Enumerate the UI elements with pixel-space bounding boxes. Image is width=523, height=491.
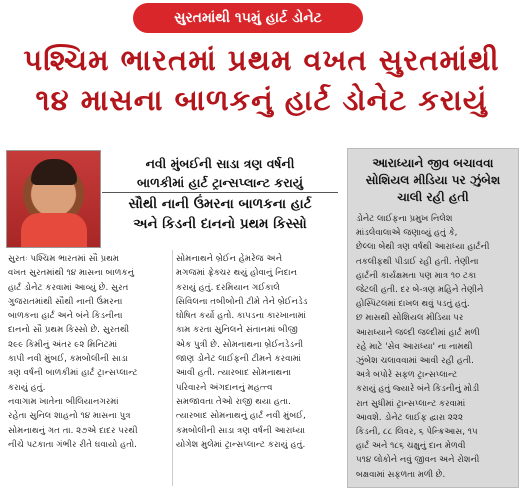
sidebar-line: અત્રે બપોરે સફળ ટ્રાન્સપ્લાન્ટ: [356, 370, 458, 381]
subhead-line-3: સૌથી નાની ઉંમરના બાળકના હાર્ટ: [128, 196, 312, 212]
col2-line: સમજાવતા તેઓ રાજી થયા હતા.: [176, 396, 291, 407]
col1-line: રહેતા સુનિલ શાહનો ૧૪ માસના પુત્ર: [8, 411, 131, 422]
sidebar-line: આરાધ્યાને જલ્દી જલ્દીમાં હાર્ટ મળી: [356, 327, 480, 338]
kicker-banner-wrap: [0, 0, 523, 36]
col1-line: બાળકના હાર્ટ અને બંને કિડનીના: [8, 311, 123, 322]
sidebar-line: છ માસથી સોશિયલ મીડિયા પર: [356, 313, 464, 324]
col1-line: નવાગામ ખાતેના બીલિયાનગરમાં: [8, 396, 119, 407]
sidebar-line: રહે માટે 'સેવ આરાધ્યા' ના નામથી: [356, 341, 473, 352]
kicker-banner: સુરતમાંથી ૧૫મું હાર્ટ ડોનેટ: [133, 3, 363, 33]
col2-line: મગજમાં ફ્રેક્ચર થયું હોવાનું નિદાન: [176, 268, 298, 279]
col2-line: પરિવારને અંગદાનનું મહત્ત્વ: [176, 382, 273, 393]
col2-line: સોમનાથને બ્રેઈન હેમરેજ અને: [176, 254, 283, 264]
col2-line: ઘોષિત કર્યો હતો. કાપડના કારખાનામાં: [176, 311, 306, 322]
headline: [6, 40, 517, 120]
sidebar-line: તકલીફથી પીડાઈ રહી હતી. તેણીના: [356, 256, 479, 267]
col1-line: સુરતઃ પશ્ચિમ ભારતમાં સૌ પ્રથમ: [8, 254, 120, 264]
sidebar-box: [347, 148, 519, 488]
headline-line-2: ૧૪ માસના બાળકનું હાર્ટ ડોનેટ કરાયું: [35, 83, 488, 117]
col2-line: યોગેશ મુલેમાં ટ્રાન્સપ્લાન્ટ કરાયું હતું.: [176, 439, 306, 450]
subheadline: [102, 154, 338, 234]
sidebar-line: હાર્ટની કાર્યક્ષમતા પણ માત્ર ૧૦ ટકા: [356, 270, 477, 281]
col1-line: ત્રણ વર્ષની બાળકીમાં હાર્ટ ટ્રાન્સપ્લાન્ટ: [8, 368, 138, 379]
sidebar-line: કરાયું હતું જ્યારે બંને કિડનીનું મોડી: [356, 384, 480, 395]
col1-line: કરાયું હતું.: [8, 382, 46, 393]
col1-line: સોમનાથનું ગત તા. ૨૭એ દાદર પરથી: [8, 425, 138, 436]
col2-line: સિવિલના તબીબોની ટીમે તેને બ્રેઈનડેડ: [176, 296, 308, 307]
sidebar-line: કિડની, ૮૮ લિવર, ૬ પેન્ક્રિઆસ, ૧૫: [356, 427, 478, 438]
col2-line: ત્યારબાદ સોમનાથનું હાર્ટ નવી મુંબઈ,: [176, 411, 306, 422]
photo-hair: [31, 159, 77, 185]
column-divider: [172, 250, 173, 486]
sidebar-line: માંડલેવાલાએ જણાવ્યું હતું કે,: [356, 228, 458, 239]
sidebar-line: ૫૧૪ લોકોને નવું જીવન અને રોશની: [356, 455, 480, 466]
sidebar-line: રાત સુધીમાં ટ્રાન્સપ્લાન્ટ કરવામાં: [356, 398, 466, 409]
col1-line: ગુજરાતમાંથી સૌથી નાની ઉંમરના: [8, 296, 123, 307]
child-photo: [6, 150, 101, 248]
col1-line: વખત સુરતમાંથી ૧૪ માસના બાળકનું: [8, 268, 135, 279]
col2-line: એક પુત્રી છે. સોમનાથના બ્રેઈનડેડની: [176, 339, 304, 350]
col2-line: જાણ ડોનેટ લાઈફની ટીમને કરવામાં: [176, 354, 301, 365]
sidebar-headline: આરાધ્યાને જીવ બચાવવા સોશિયલ મીડિયા પર ઝુંબેશ ચાલી રહી હતી: [365, 156, 501, 204]
sidebar-line: આવશે. ડોનેટ લાઈફ દ્વારા ૨૨૨: [356, 412, 463, 423]
col2-line: કામ કરતા સુનિલને સંતાનમાં બીજી: [176, 325, 298, 336]
col1-line: નીચે પટકાતા ગંભીર રીતે ઘવાયો હતો.: [8, 439, 137, 450]
photo-shirt: [21, 213, 87, 247]
col1-line: ૨૯૯ કિમીનું અંતર ૯૨ મિનિટમાં: [8, 339, 118, 350]
sidebar-line: છેલ્લા બેથી ત્રણ વર્ષથી આરાધ્યા હાર્ટની: [356, 242, 490, 253]
subhead-line-2: બાળકીમાં હાર્ટ ટ્રાન્સપ્લાન્ટ કરાયું: [137, 175, 303, 190]
sidebar-body: [356, 212, 510, 482]
subhead-line-1: નવી મુંબઈની સાડા ત્રણ વર્ષની: [145, 156, 295, 171]
col1-line: કાપી નવી મુંબઈ, કમબોલીની સાડા: [8, 354, 128, 365]
col1-line: દાનનો સૌ પ્રથમ કિસ્સો છે. સુરતથી: [8, 325, 130, 336]
article-column-1: [8, 252, 173, 452]
col2-line: કમબોલીની સાડા ત્રણ વર્ષની આરાધ્યા: [176, 425, 306, 436]
sidebar-line: ઝુંબેશ ચલાવવામાં આવી રહી હતી.: [356, 356, 474, 367]
col2-line: કરાયું હતું. દરમિયાન ગઈકાલે: [176, 282, 280, 293]
article-column-2: [176, 252, 341, 452]
col2-line: આવી હતી. ત્યારબાદ સોમનાથના: [176, 368, 291, 379]
sidebar-line: બક્ષવામાં સફળતા મળી છે.: [356, 469, 446, 480]
sidebar-line: ડોનેટ લાઈફના પ્રમુખ નિલેશ: [356, 214, 453, 224]
sidebar-line: હોસ્પિટલમાં દાખલ થવું પડતું હતું.: [356, 299, 470, 310]
sidebar-line: જેટલી હતી. દર બે-ત્રણ મહિને તેણીને: [356, 285, 484, 296]
subhead-line-4: અને કિડની દાનનો પ્રથમ કિસ્સો: [133, 216, 307, 232]
col1-line: હાર્ટ ડોનેટ કરવામાં આવ્યું છે. સુરત: [8, 282, 129, 293]
subhead-divider: [102, 192, 338, 193]
headline-line-1: પશ્ચિમ ભારતમાં પ્રથમ વખત સુરતમાંથી: [23, 43, 500, 77]
sidebar-line: હાર્ટ અને ૧૮૬ ચક્ષુનું દાન મેળવી: [356, 441, 466, 452]
